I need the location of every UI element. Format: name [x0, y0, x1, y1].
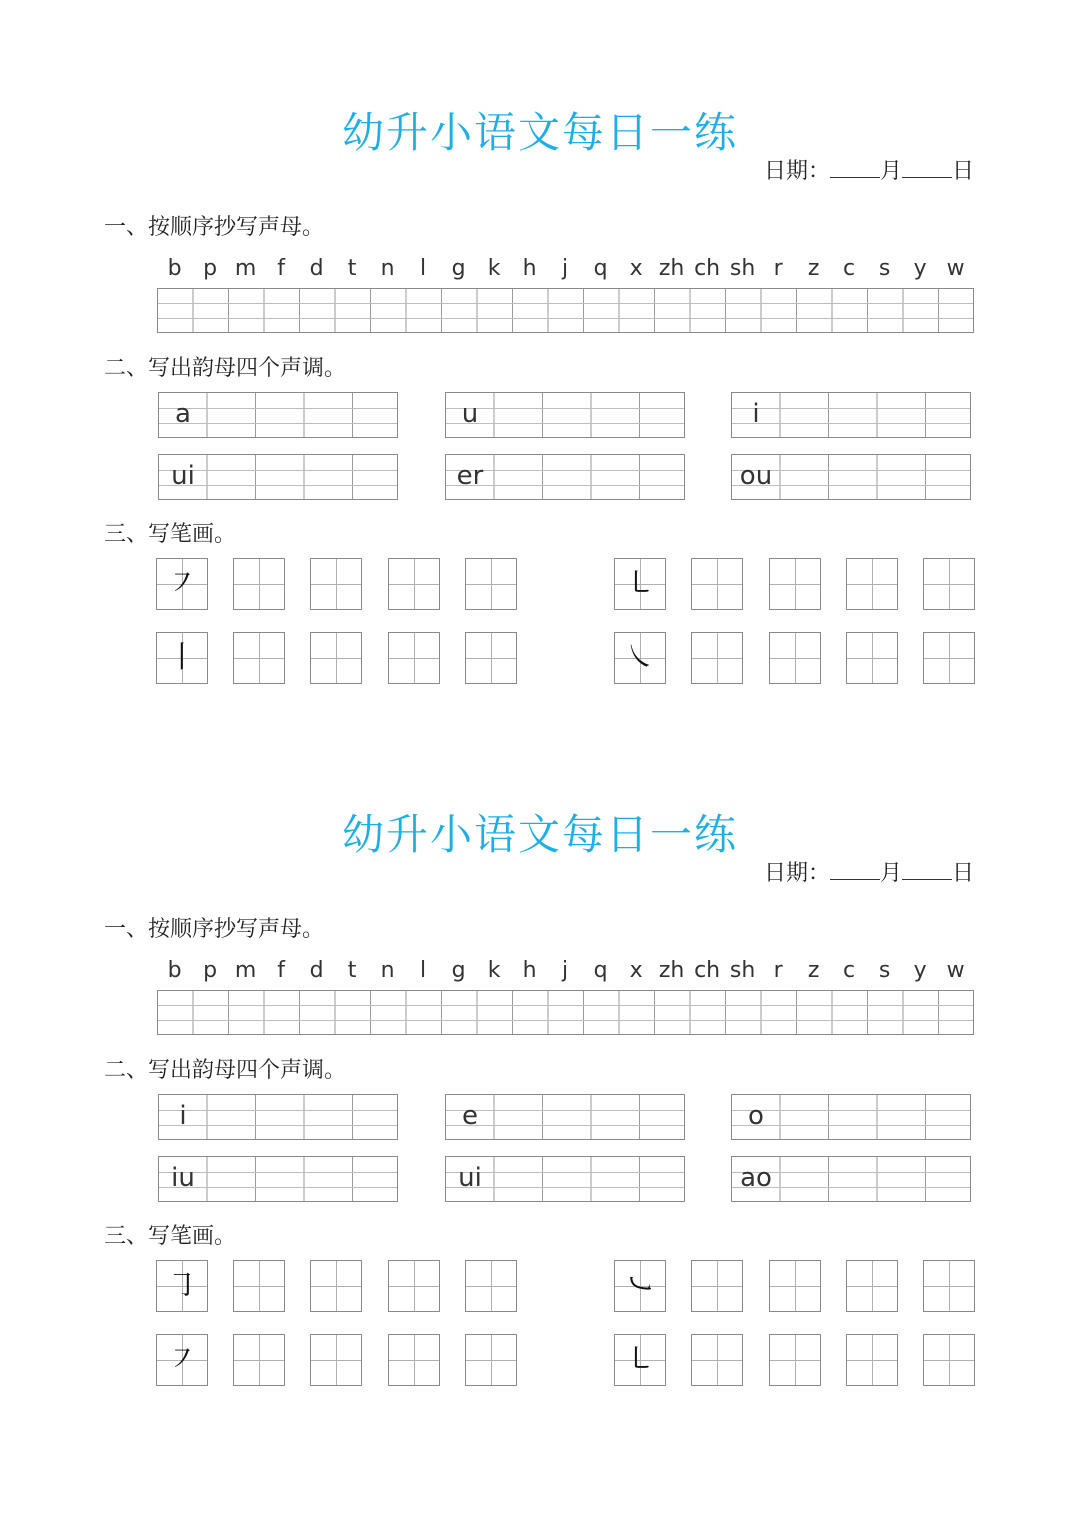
date-line [764, 856, 974, 887]
stroke-practice-box[interactable] [923, 558, 975, 610]
stroke-model-box [614, 1334, 666, 1386]
month-label: 月 [879, 159, 902, 184]
stroke-glyph: ㇏ [625, 640, 655, 675]
stroke-model-box [156, 1260, 208, 1312]
initial-letter: z [807, 958, 820, 983]
initial-letter: y [913, 256, 927, 281]
final-label: ou [739, 461, 773, 491]
stroke-practice-box[interactable] [388, 632, 440, 684]
initial-letter: zh [658, 256, 685, 281]
stroke-model-box [156, 632, 208, 684]
final-tone-box[interactable] [731, 1094, 971, 1140]
stroke-practice-box[interactable] [465, 1334, 517, 1386]
final-label: o [748, 1101, 764, 1131]
initial-letter: n [380, 256, 395, 281]
worksheet-title: 幼升小语文每日一练 [341, 810, 738, 859]
initial-letter: r [773, 256, 783, 281]
stroke-practice-box[interactable] [233, 632, 285, 684]
stroke-practice-box[interactable] [310, 1334, 362, 1386]
initial-letter: p [203, 256, 218, 281]
stroke-practice-box[interactable] [388, 1260, 440, 1312]
initial-letter: j [562, 256, 569, 281]
stroke-practice-box[interactable] [691, 632, 743, 684]
initial-letter: s [878, 256, 891, 281]
stroke-practice-box[interactable] [769, 1334, 821, 1386]
initial-letter: f [277, 256, 285, 281]
final-label: iu [171, 1163, 195, 1193]
month-blank[interactable] [830, 861, 880, 880]
initial-letter: t [347, 958, 357, 983]
final-label: a [175, 399, 191, 429]
initials-copy-grid[interactable] [157, 288, 974, 333]
initial-letter: x [629, 958, 643, 983]
initial-letter: sh [729, 958, 756, 983]
initial-letter: g [451, 256, 466, 281]
worksheet-1 [0, 0, 1080, 700]
stroke-glyph: ㇇ [167, 1342, 197, 1377]
initial-letter: k [487, 256, 501, 281]
stroke-practice-box[interactable] [310, 558, 362, 610]
initial-letter: n [380, 958, 395, 983]
stroke-practice-box[interactable] [233, 558, 285, 610]
worksheet-2 [0, 702, 1080, 1402]
initial-letter: h [522, 958, 537, 983]
stroke-glyph: ㇇ [167, 566, 197, 601]
initial-letter: z [807, 256, 820, 281]
stroke-practice-box[interactable] [465, 558, 517, 610]
initial-letter: q [593, 256, 608, 281]
final-label: ui [458, 1163, 482, 1193]
stroke-model-box [614, 558, 666, 610]
section3-heading: 三、写笔画。 [104, 1224, 237, 1249]
stroke-practice-box[interactable] [233, 1334, 285, 1386]
stroke-practice-box[interactable] [923, 632, 975, 684]
stroke-practice-box[interactable] [691, 558, 743, 610]
final-tone-box[interactable] [158, 1156, 398, 1202]
final-tone-box[interactable] [158, 392, 398, 438]
stroke-practice-box[interactable] [769, 558, 821, 610]
initial-letter: b [167, 256, 182, 281]
final-label: ui [171, 461, 195, 491]
initial-letter: p [203, 958, 218, 983]
initial-letter: l [420, 958, 427, 983]
date-label: 日期： [763, 861, 830, 886]
initial-letter: m [234, 256, 257, 281]
initial-letter: q [593, 958, 608, 983]
initial-letter: c [843, 256, 856, 281]
final-tone-box[interactable] [731, 1156, 971, 1202]
stroke-practice-box[interactable] [388, 558, 440, 610]
final-label: i [752, 399, 760, 429]
stroke-practice-box[interactable] [846, 1334, 898, 1386]
initial-letter: t [347, 256, 357, 281]
stroke-model-box [614, 1260, 666, 1312]
final-label: ao [740, 1163, 772, 1193]
initial-letter: w [946, 256, 965, 281]
initial-letter: d [309, 256, 324, 281]
stroke-practice-box[interactable] [769, 1260, 821, 1312]
initial-letter: m [234, 958, 257, 983]
final-label: u [461, 399, 479, 429]
section2-heading: 二、写出韵母四个声调。 [104, 356, 347, 381]
stroke-practice-box[interactable] [310, 1260, 362, 1312]
stroke-model-box [614, 632, 666, 684]
final-tone-box[interactable] [158, 1094, 398, 1140]
month-label: 月 [879, 861, 902, 886]
section2-heading: 二、写出韵母四个声调。 [104, 1058, 347, 1083]
stroke-practice-box[interactable] [923, 1260, 975, 1312]
stroke-model-box [156, 1334, 208, 1386]
date-line [764, 154, 974, 185]
final-label: i [179, 1101, 187, 1131]
initial-letter: ch [694, 958, 721, 983]
stroke-glyph: ㇄ [625, 1342, 655, 1377]
final-tone-box[interactable] [445, 1094, 685, 1140]
initial-letter: s [878, 958, 891, 983]
initial-letter: c [843, 958, 856, 983]
initials-copy-grid[interactable] [157, 990, 974, 1035]
stroke-glyph: ㇄ [625, 566, 655, 601]
stroke-practice-box[interactable] [310, 632, 362, 684]
final-tone-box[interactable] [158, 454, 398, 500]
initial-letter: r [773, 958, 783, 983]
stroke-practice-box[interactable] [923, 1334, 975, 1386]
initial-letter: y [913, 958, 927, 983]
initial-letter: g [451, 958, 466, 983]
section1-heading: 一、按顺序抄写声母。 [104, 917, 325, 942]
initial-letter: f [277, 958, 285, 983]
initial-letter: b [167, 958, 182, 983]
final-tone-box[interactable] [731, 454, 971, 500]
section1-heading: 一、按顺序抄写声母。 [104, 215, 325, 240]
stroke-glyph: 丨 [167, 640, 197, 675]
stroke-practice-box[interactable] [846, 558, 898, 610]
initial-letter: j [562, 958, 569, 983]
stroke-practice-box[interactable] [846, 1260, 898, 1312]
stroke-practice-box[interactable] [769, 632, 821, 684]
initial-letter: k [487, 958, 501, 983]
stroke-glyph: ㇆ [167, 1268, 197, 1303]
final-label: e [462, 1101, 478, 1131]
final-tone-box[interactable] [731, 392, 971, 438]
day-blank[interactable] [902, 159, 952, 178]
day-blank[interactable] [902, 861, 952, 880]
final-tone-box[interactable] [445, 392, 685, 438]
stroke-practice-box[interactable] [465, 1260, 517, 1312]
final-tone-box[interactable] [445, 1156, 685, 1202]
initial-letter: h [522, 256, 537, 281]
stroke-practice-box[interactable] [846, 632, 898, 684]
final-tone-box[interactable] [445, 454, 685, 500]
initials-row [157, 958, 974, 986]
worksheet-title: 幼升小语文每日一练 [341, 108, 738, 157]
initial-letter: w [946, 958, 965, 983]
day-label: 日 [951, 861, 974, 886]
stroke-practice-box[interactable] [691, 1260, 743, 1312]
stroke-practice-box[interactable] [691, 1334, 743, 1386]
month-blank[interactable] [830, 159, 880, 178]
stroke-glyph: ㇃ [625, 1268, 655, 1303]
date-label: 日期： [763, 159, 830, 184]
initial-letter: zh [658, 958, 685, 983]
day-label: 日 [951, 159, 974, 184]
initial-letter: d [309, 958, 324, 983]
initial-letter: x [629, 256, 643, 281]
final-label: er [456, 461, 484, 491]
stroke-practice-box[interactable] [465, 632, 517, 684]
initial-letter: l [420, 256, 427, 281]
initial-letter: sh [729, 256, 756, 281]
section3-heading: 三、写笔画。 [104, 522, 237, 547]
stroke-practice-box[interactable] [388, 1334, 440, 1386]
stroke-model-box [156, 558, 208, 610]
stroke-practice-box[interactable] [233, 1260, 285, 1312]
initial-letter: ch [694, 256, 721, 281]
initials-row [157, 256, 974, 284]
